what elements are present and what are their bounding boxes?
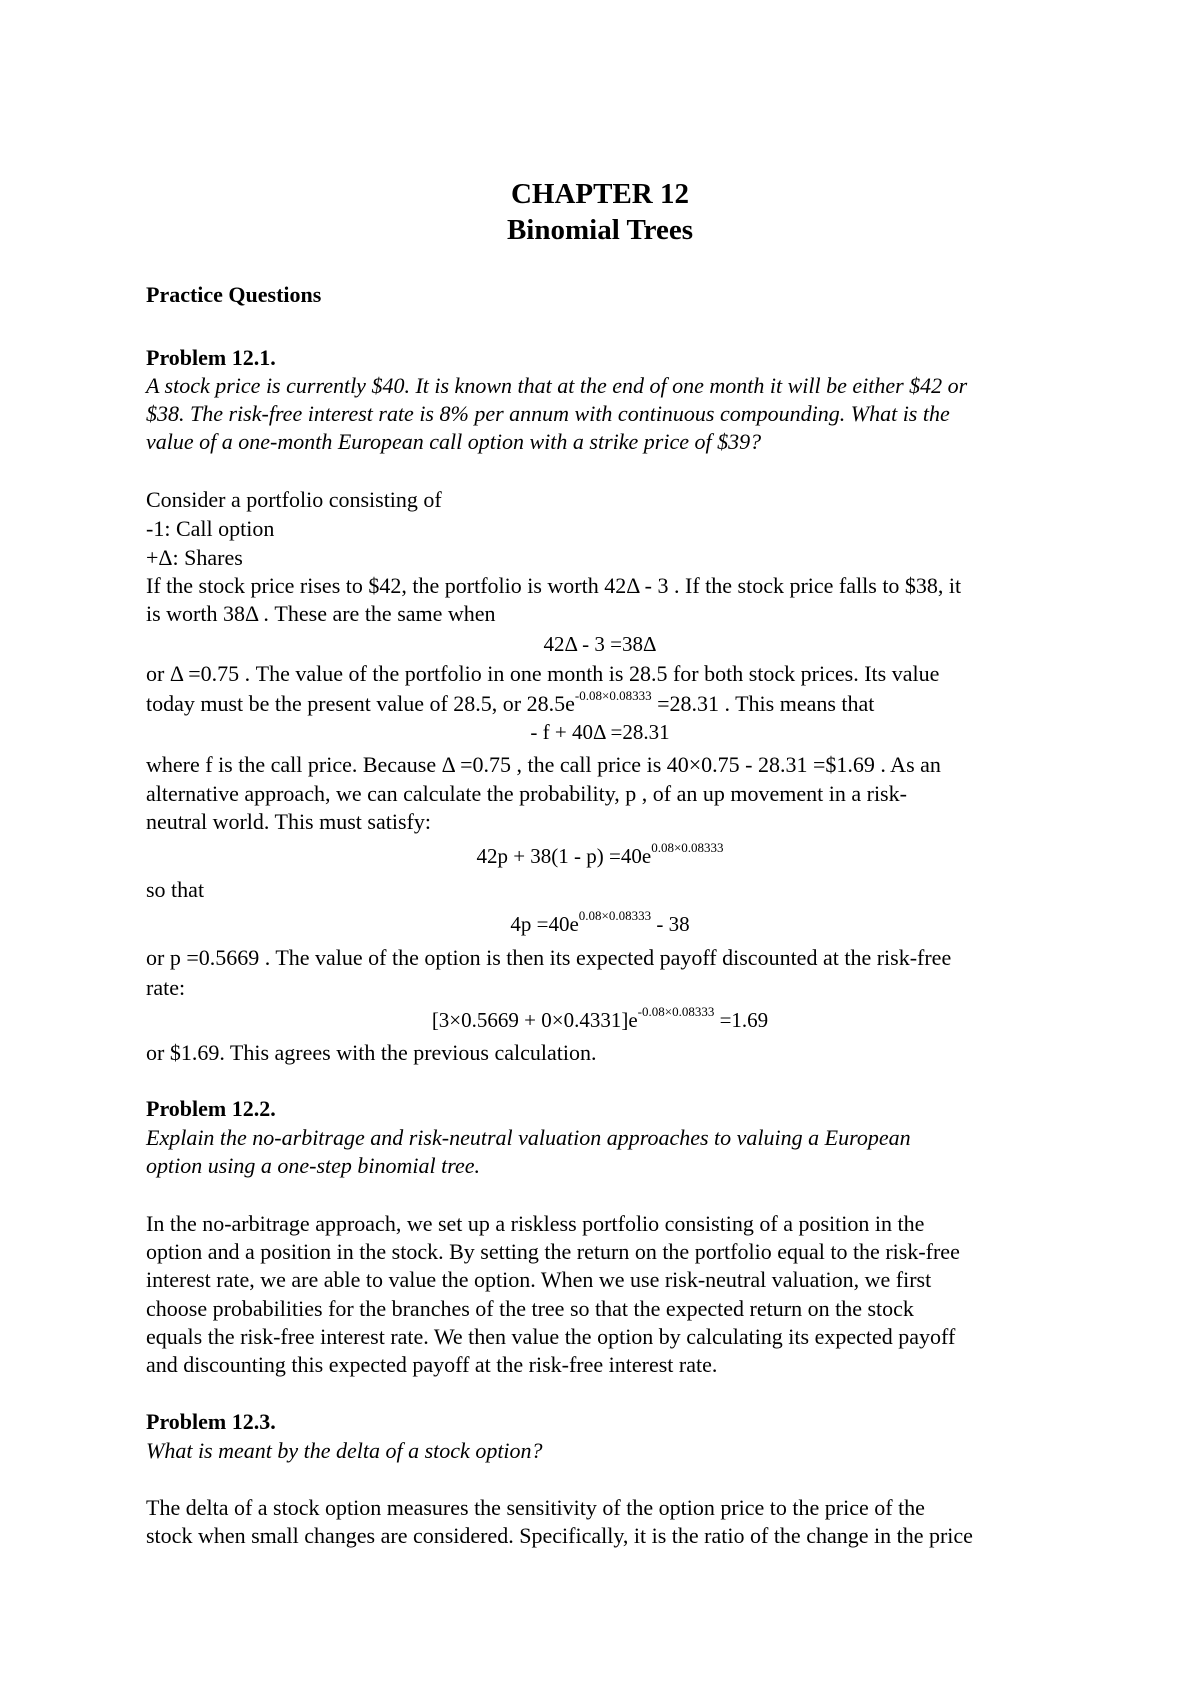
section-heading: Practice Questions xyxy=(146,282,322,307)
question-text: What is meant by the delta of a stock option? xyxy=(146,1438,543,1463)
answer-text: or Δ =0.75 . The value of the portfolio in one month is 28.5 for both stock prices. Its value xyxy=(146,661,940,686)
equation: $[3\times 0.5669 + 0\times 0.4331]e^{-0.08\times 0.08333} =1.69$ xyxy=(431,1004,769,1032)
chapter-title: Binomial Trees xyxy=(506,214,694,246)
answer-text: In the no-arbitrage approach, we set up a riskless portfolio consisting of a position in the xyxy=(146,1211,925,1236)
answer-text: Consider a portfolio consisting of xyxy=(146,487,442,512)
answer-text: stock when small changes are considered. Specifically, it is the ratio of the change in the price xyxy=(146,1523,973,1548)
problem-title: Problem 12.2. xyxy=(146,1096,276,1121)
equation: $42p + 38(1 - p) =40e^{0.08\times 0.08333}$ xyxy=(476,840,724,868)
answer-text: or p =0.5669 . The value of the option is then its expected payoff discounted at the risk-free xyxy=(146,945,952,970)
answer-text: where f is the call price. Because Δ =0.75 , the call price is 40×0.75 - 28.31 =$1.69 . As an xyxy=(146,752,941,777)
question-text: A stock price is currently $40. It is known that at the end of one month it will be either $42 or xyxy=(146,373,968,398)
answer-text: option and a position in the stock. By setting the return on the portfolio equal to the risk-free xyxy=(146,1239,960,1264)
answer-text: equals the risk-free interest rate. We then value the option by calculating its expected payoff xyxy=(146,1324,956,1349)
problem-title: Problem 12.3. xyxy=(146,1409,276,1434)
answer-text: so that xyxy=(146,877,205,902)
equation: - f + 40Δ =28.31 xyxy=(530,720,670,744)
equation: 42Δ - 3 =38Δ xyxy=(543,632,657,656)
answer-text: and discounting this expected payoff at the risk-free interest rate. xyxy=(146,1352,718,1377)
question-text: Explain the no-arbitrage and risk-neutral valuation approaches to valuing a European xyxy=(146,1125,911,1150)
question-text: $38. The risk-free interest rate is 8% per annum with continuous compounding. What is the xyxy=(146,401,950,426)
answer-text: The delta of a stock option measures the sensitivity of the option price to the price of the xyxy=(146,1495,925,1520)
answer-text: choose probabilities for the branches of the tree so that the expected return on the stock xyxy=(146,1296,914,1321)
answer-text: -1: Call option xyxy=(146,516,275,541)
answer-text: If the stock price rises to $42, the portfolio is worth 42Δ - 3 . If the stock price falls to $38, it xyxy=(146,573,962,598)
answer-text: alternative approach, we can calculate the probability, p , of an up movement in a risk- xyxy=(146,781,907,806)
problem-title: Problem 12.1. xyxy=(146,345,276,370)
equation: $4p =40e^{0.08\times 0.08333} - 38$ xyxy=(510,908,690,936)
answer-text: interest rate, we are able to value the option. When we use risk-neutral valuation, we first xyxy=(146,1267,932,1292)
chapter-number: CHAPTER 12 xyxy=(510,178,690,210)
question-text: option using a one-step binomial tree. xyxy=(146,1153,481,1178)
answer-text: neutral world. This must satisfy: xyxy=(146,809,431,834)
answer-text: today must be the present value of 28.5, or $28.5e^{-0.08\times 0.08333} =28.31$ . This means that xyxy=(146,688,875,716)
question-text: value of a one-month European call option with a strike price of $39? xyxy=(146,429,762,454)
answer-text: +Δ: Shares xyxy=(146,545,243,570)
answer-text: or $1.69. This agrees with the previous calculation. xyxy=(146,1040,597,1065)
answer-text: is worth 38Δ . These are the same when xyxy=(146,601,496,626)
answer-text: rate: xyxy=(146,975,186,1000)
